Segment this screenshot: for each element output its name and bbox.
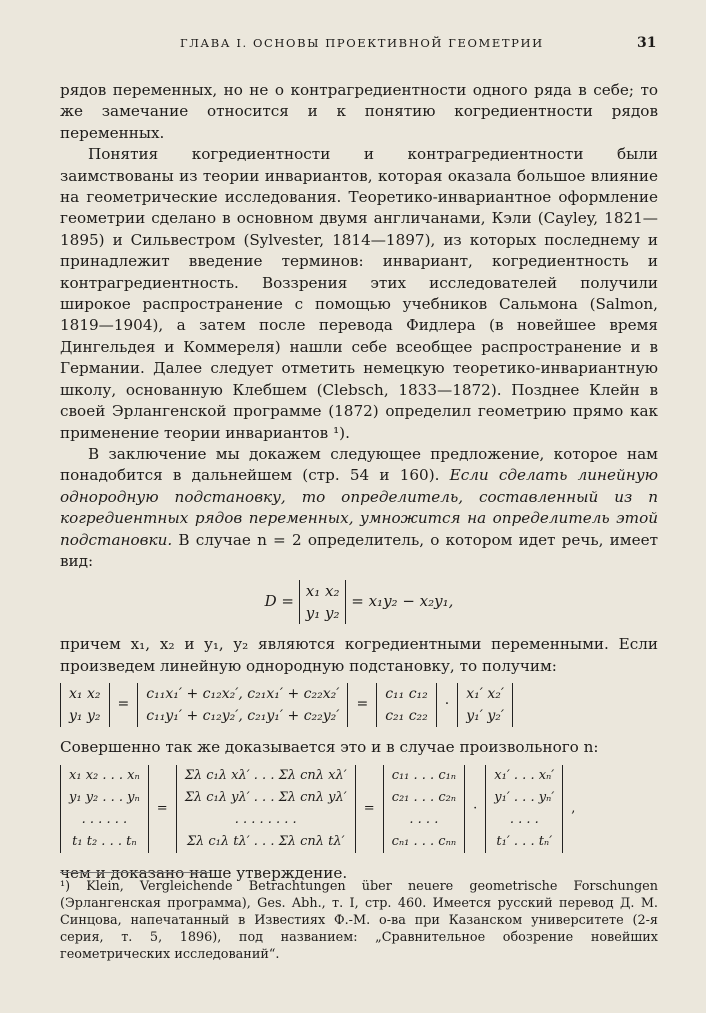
formula-determinant-2x2: [60, 580, 658, 624]
formula-rhs: = x₁y₂ − x₂y₁,: [351, 592, 454, 611]
determinant: [299, 580, 347, 624]
det-row: Σλ c₁λ yλ′ . . . Σλ cnλ yλ′: [184, 789, 347, 805]
determinant: [176, 765, 356, 853]
det-row: c₂₁ c₂₂: [385, 708, 428, 725]
det-row: c₁₁x₁′ + c₁₂x₂′, c₂₁x₁′ + c₂₂x₂′: [146, 686, 340, 703]
det-row: c₂₁ . . . c₂ₙ: [391, 789, 457, 805]
det-row: x₁ x₂: [305, 582, 340, 601]
determinant: [60, 683, 110, 727]
det-row: y₁ y₂: [305, 604, 340, 623]
formula-substitution-2x2: [60, 683, 658, 727]
det-row: x₁ x₂: [69, 686, 101, 703]
determinant: [485, 765, 563, 853]
running-header: [0, 36, 706, 56]
formula-lhs: D =: [264, 592, 294, 611]
det-row: Σλ c₁λ tλ′ . . . Σλ cnλ tλ′: [186, 833, 345, 849]
paragraph: рядов переменных, но не о контрагредиентности одного ряда в себе; то же замечание относится и к понятию когредиентности рядов переменных.: [60, 81, 658, 142]
det-row: y₁ y₂ . . . yₙ: [69, 789, 140, 805]
chapter-title: ГЛАВА I. ОСНОВЫ ПРОЕКТИВНОЙ ГЕОМЕТРИИ: [180, 36, 544, 50]
determinant: [137, 683, 348, 727]
det-row: . . . . . .: [81, 811, 128, 827]
determinant: [376, 683, 437, 727]
footnote: [60, 878, 658, 963]
paragraph: Понятия когредиентности и контрагредиентности были заимствованы из теории инвариантов, которая оказала большое влияние на геометрические исследования. Теоретико-инвариантное оформление геометрии сделано в основном двумя англичанами, Кэли (Cayley, 1821—1895) и Сильвестром (Sylvester, 1814—1897), из которых последнему и принадлежит введение терминов: инвариант, когредиентность и контрагредиентность. Воззрения этих исследователей получили широкое распространение с помощью учебников Сальмона (Salmon, 1819—1904), а затем после перевода Фидлера (в новейшее время Дингельдея и Коммереля) нашли себе всеобщее распространение и в Германии. Далее следует отметить немецкую теоретико-инвариантную школу, основанную Клебшем (Clebsch, 1833—1872). Позднее Клейн в своей Эрлангенской программе (1872) определил геометрию прямо как применение теории инвариантов ¹).: [60, 145, 658, 442]
det-row: y₁ y₂: [69, 708, 101, 725]
paragraph: В заключение мы докажем следующее предложение, которое нам понадобится в дальнейшем (стр. 54 и 160).: [60, 444, 658, 485]
paragraph: причем x₁, x₂ и y₁, y₂ являются когредиентными переменными. Если произведем линейную однородную подстановку, то получим:: [60, 635, 658, 675]
paragraph-intro: [60, 444, 658, 572]
equals-sign: =: [117, 696, 130, 713]
determinant: [383, 765, 466, 853]
determinant: [457, 683, 513, 727]
page-number: 31: [637, 35, 657, 51]
equals-sign: =: [363, 800, 375, 816]
determinant: [60, 765, 149, 853]
det-row: . . . .: [509, 811, 539, 827]
footnote-rule: [60, 872, 210, 873]
theorem-statement: Если сделать линейную однородную подстановку, то определитель, составленный из n когредиентных рядов переменных, умножится на определитель этой подстановки.: [60, 466, 659, 549]
det-row: x₁′ . . . xₙ′: [494, 767, 555, 783]
equals-sign: =: [356, 696, 369, 713]
det-row: c₁₁ . . . c₁ₙ: [391, 767, 457, 783]
paragraph: В случае n = 2 определитель, о котором идет речь, имеет вид:: [60, 530, 658, 570]
det-row: x₁ x₂ . . . xₙ: [69, 767, 140, 783]
multiplication-dot: ·: [444, 696, 450, 713]
body-text: [60, 80, 658, 884]
multiplication-dot: ·: [473, 800, 478, 816]
equals-sign: =: [156, 800, 168, 816]
formula-substitution-nxn: [60, 765, 658, 853]
det-row: c₁₁y₁′ + c₁₂y₂′, c₂₁y₁′ + c₂₂y₂′: [146, 708, 340, 725]
paragraph: чем и доказано наше утверждение.: [60, 863, 348, 882]
footnote-text: ¹) Klein, Vergleichende Betrachtungen über neuere geometrische Forschungen (Эрлангенская программа), Ges. Abh., т. I, стр. 460. Имеется русский перевод Д. М. Синцова, напечатанный в Известиях Ф.-М. о-ва при Казанском университете (2-я серия, т. 5, 1896), под названием: „Сравнительное обозрение новейших геометрических исследований“.: [60, 879, 658, 962]
det-row: t₁′ . . . tₙ′: [496, 833, 553, 849]
det-row: cₙ₁ . . . cₙₙ: [391, 833, 457, 849]
det-row: t₁ t₂ . . . tₙ: [72, 833, 137, 849]
det-row: c₁₁ c₁₂: [385, 686, 428, 703]
det-row: . . . . . . . .: [234, 811, 297, 827]
det-row: . . . .: [409, 811, 439, 827]
det-row: Σλ c₁λ xλ′ . . . Σλ cnλ xλ′: [184, 767, 347, 783]
paragraph: Совершенно так же доказывается это и в случае произвольного n:: [60, 738, 599, 757]
det-row: y₁′ y₂′: [466, 708, 505, 725]
det-row: y₁′ . . . yₙ′: [494, 789, 555, 805]
det-row: x₁′ x₂′: [466, 686, 505, 703]
trailing-comma: ,: [571, 800, 576, 816]
